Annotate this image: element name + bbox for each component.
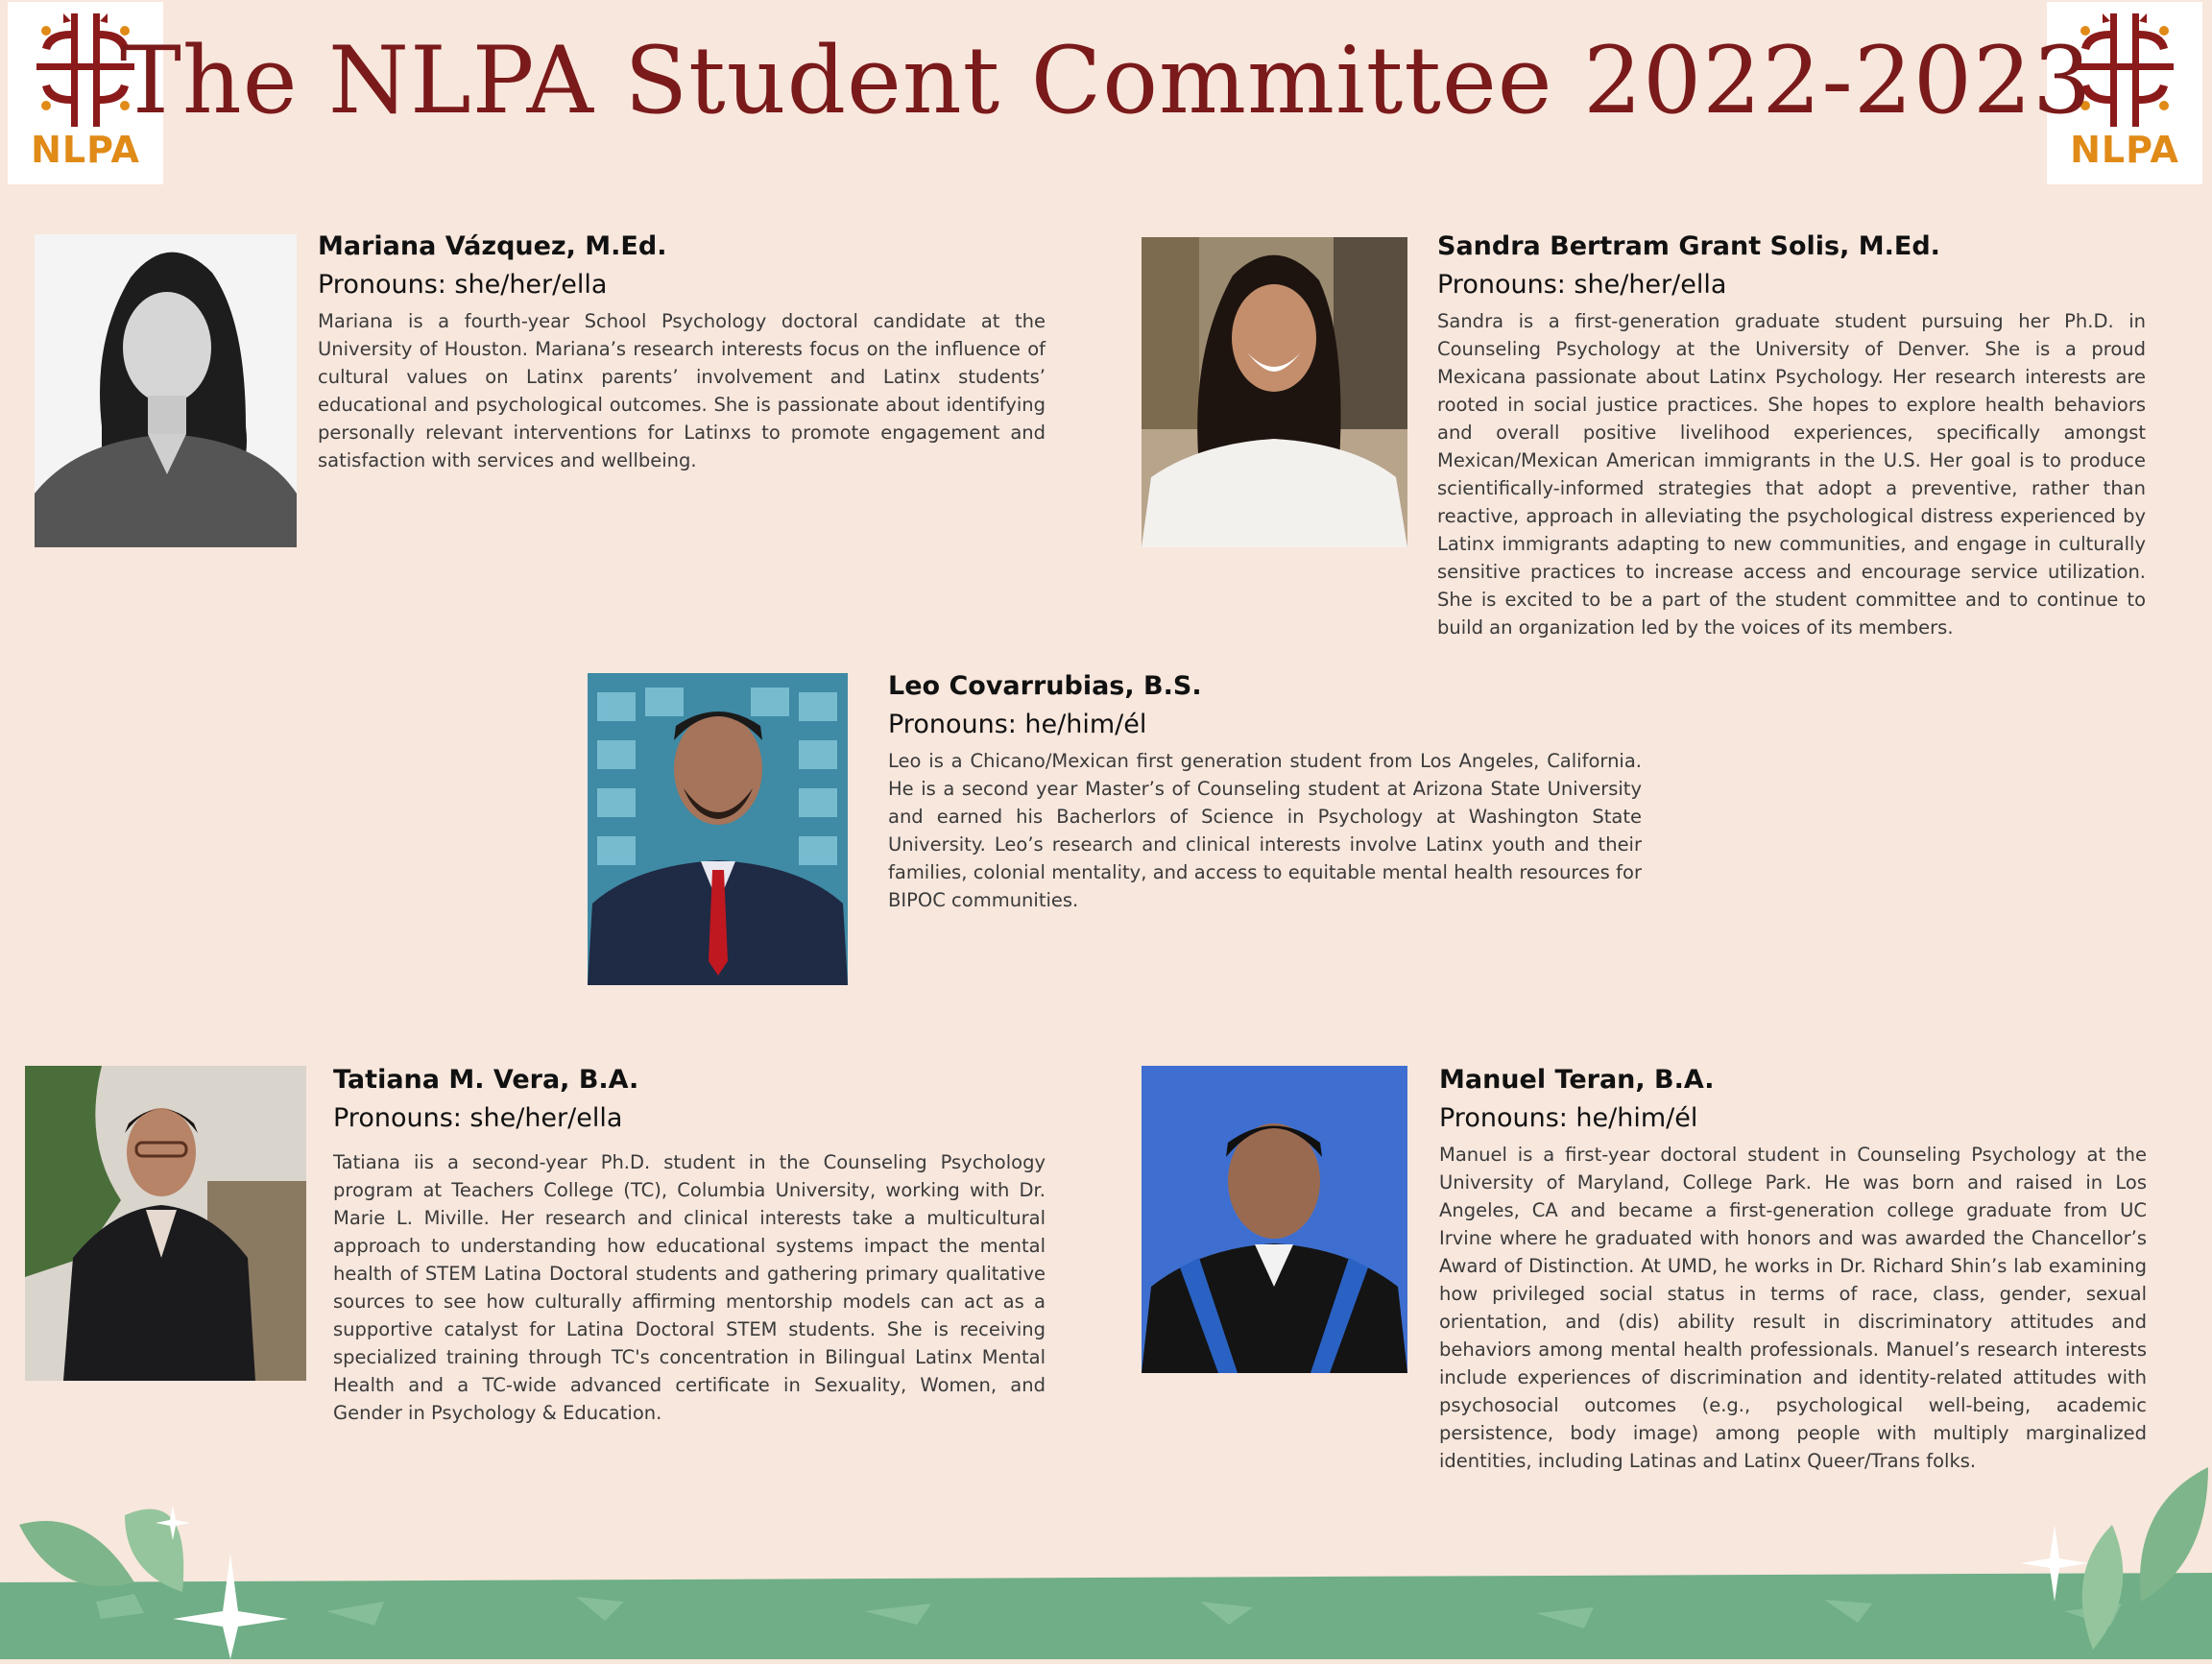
member-card-manuel: [1439, 1064, 2147, 1475]
member-name: Mariana Vázquez, M.Ed.: [318, 231, 667, 261]
decorative-footer: [0, 1467, 2212, 1659]
member-name: Tatiana M. Vera, B.A.: [333, 1065, 639, 1095]
member-bio: Sandra is a first-generation graduate student pursuing her Ph.D. in Counseling Psychology at the University of Denver. She is a proud Mexicana passionate about Latinx Psychology. Her research interests are rooted in social justice practices. She hopes to explore health behaviors and overall positive livelihood experiences, specifically amongst Mexican/Mexican American immigrants in the U.S. Her goal is to produce scientifically-informed strategies that adopt a preventive, rather than reactive, approach in alleviating the psychological distress experienced by Latinx immigrants adapting to new communities, and engage in culturally sensitive practices to increase access and encourage service utilization. She is excited to be a part of the student committee and to continue to build an organization led by the voices of its members.: [1437, 310, 2146, 639]
member-card-mariana: [318, 230, 1046, 474]
member-pronouns: Pronouns: she/her/ella: [333, 1103, 623, 1133]
logo-text: NLPA: [2070, 129, 2179, 171]
member-name: Manuel Teran, B.A.: [1439, 1065, 1715, 1095]
member-photo-manuel: [1142, 1066, 1407, 1373]
member-pronouns: Pronouns: he/him/él: [888, 710, 1147, 739]
member-pronouns: Pronouns: she/her/ella: [1437, 270, 1727, 300]
member-bio: Tatiana iis a second-year Ph.D. student in the Counseling Psychology program at Teachers College (TC), Columbia University, working with Dr. Marie L. Miville. Her research and clinical interests take a multicultural approach to understanding how educational systems impact the mental health of STEM Latina Doctoral students and gathering primary qualitative sources to see how culturally affirming mentorship models can act as a supportive catalyst for Latina Doctoral STEM students. She is receiving specialized training through TC's concentration in Bilingual Latinx Mental Health and a TC-wide advanced certificate in Sexuality, Women, and Gender in Psychology & Education.: [333, 1151, 1046, 1424]
member-name: Leo Covarrubias, B.S.: [888, 671, 1202, 701]
member-card-sandra: [1437, 230, 2146, 641]
member-bio: Leo is a Chicano/Mexican first generation student from Los Angeles, California. He is a second year Master’s of Counseling student at Arizona State University and earned his Bacherlors of Science in Psychology at Washington State University. Leo’s research and clinical interests involve Latinx youth and their families, colonial mentality, and access to equitable mental health resources for BIPOC communities.: [888, 750, 1642, 911]
member-photo-tatiana: [25, 1066, 306, 1381]
member-pronouns: Pronouns: she/her/ella: [318, 270, 608, 300]
member-photo-mariana: [35, 234, 297, 547]
page-title: The NLPA Student Committee 2022-2023: [119, 27, 2093, 134]
member-bio: Manuel is a first-year doctoral student in Counseling Psychology at the University of Maryland, College Park. He was born and raised in Los Angeles, CA and became a first-generation college graduate from UC Irvine where he graduated with honors and was awarded the Chancellor’s Award of Distinction. At UMD, he works in Dr. Richard Shin’s lab examining how privileged social status in terms of race, class, gender, sexual orientation, and (dis) ability result in discriminatory attitudes and behaviors among mental health professionals. Manuel’s research interests include experiences of discrimination and identity-related attitudes with psychosocial outcomes (e.g., psychological well-being, academic persistence, body image) among people with multiply marginalized identities, including Latinas and Latinx Queer/Trans folks.: [1439, 1144, 2147, 1472]
member-pronouns: Pronouns: he/him/él: [1439, 1103, 1698, 1133]
logo-text: NLPA: [31, 129, 140, 171]
member-photo-leo: [588, 673, 848, 985]
leaf-left-icon: [19, 1509, 183, 1592]
member-bio: Mariana is a fourth-year School Psychology doctoral candidate at the University of Houston. Mariana’s research interests focus on the influence of cultural values on Latinx parents’ involvement and Latinx students’ educational and psychological outcomes. She is passionate about identifying personally relevant interventions for Latinxs to promote engagement and satisfaction with services and wellbeing.: [318, 310, 1046, 471]
member-card-leo: [888, 670, 1642, 914]
member-name: Sandra Bertram Grant Solis, M.Ed.: [1437, 231, 1940, 261]
member-photo-sandra: [1142, 237, 1407, 547]
member-card-tatiana: [333, 1064, 1046, 1427]
